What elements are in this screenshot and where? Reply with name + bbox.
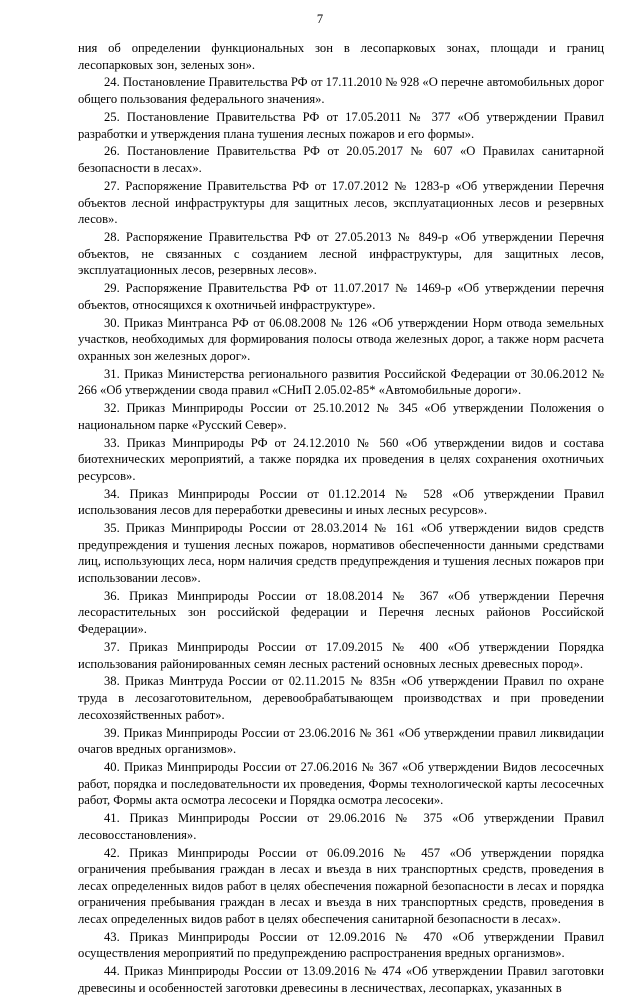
list-item: 29. Распоряжение Правительства РФ от 11.07.2017 № 1469-р «Об утверждении перечня объектов, относящихся к охотничьей инфраструктуре». — [78, 281, 604, 312]
list-item: 38. Приказ Минтруда России от 02.11.2015 № 835н «Об утверждении Правил по охране труда в лесозаготовительном, деревообрабатывающем производствах и при проведении лесохозяйственных работ». — [78, 674, 604, 722]
list-item: 44. Приказ Минприроды России от 13.09.2016 № 474 «Об утверждении Правил заготовки древесины и особенностей заготовки древесины в лесничествах, лесопарках, указанных в — [78, 964, 604, 995]
list-item: 31. Приказ Министерства регионального развития Российской Федерации от 30.06.2012 № 266 «Об утверждении свода правил «СНиП 2.05.02-85* «Автомобильные дороги». — [78, 366, 604, 398]
list-item: 26. Постановление Правительства РФ от 20.05.2017 № 607 «О Правилах санитарной безопасности в лесах». — [78, 144, 604, 176]
list-item: 25. Постановление Правительства РФ от 17.05.2011 № 377 «Об утверждении Правил разработки и утверждения плана тушения лесных пожаров и его формы». — [78, 109, 604, 141]
list-item: 28. Распоряжение Правительства РФ от 27.05.2013 № 849-р «Об утверждении Перечня объектов, не связанных с созданием лесной инфраструктуры, для защитных лесов, эксплуатационных лесов, резервных лесов». — [78, 230, 604, 278]
document-body — [78, 40, 604, 998]
list-item: 37. Приказ Минприроды России от 17.09.2015 № 400 «Об утверждении Порядка использования районированных семян лесных растений основных лесных древесных пород». — [78, 639, 604, 671]
list-item: 43. Приказ Минприроды России от 12.09.2016 № 470 «Об утверждении Правил осуществления мероприятий по предупреждению распространения вредных организмов». — [78, 929, 604, 961]
list-item: 42. Приказ Минприроды России от 06.09.2016 № 457 «Об утверждении порядка ограничения пребывания граждан в лесах и въезда в них транспортных средств, проведения в лесах определенных видов работ в целях обеспечения пожарной безопасности в лесах и порядка ограничения пребывания граждан в лесах и въезда в них транспортных средств, проведения в лесах определенных видов работ в целях обеспечения санитарной безопасности в лесах». — [78, 845, 604, 926]
list-item: 30. Приказ Минтранса РФ от 06.08.2008 № 126 «Об утверждении Норм отвода земельных участков, необходимых для формирования полосы отвода железных дорог, а также норм расчета охранных зон железных дорог». — [78, 315, 604, 363]
list-item: 24. Постановление Правительства РФ от 17.11.2010 № 928 «О перечне автомобильных дорог общего пользования федерального значения». — [78, 75, 604, 107]
list-item: 34. Приказ Минприроды России от 01.12.2014 № 528 «Об утверждении Правил использования лесов для переработки древесины и иных лесных ресурсов». — [78, 486, 604, 518]
paragraph-continuation: ния об определении функциональных зон в лесопарковых зонах, площади и границ лесопарковых зон, зеленых зон». — [78, 41, 604, 72]
list-item: 41. Приказ Минприроды России от 29.06.2016 № 375 «Об утверждении Правил лесовосстановления». — [78, 811, 604, 842]
list-item: 35. Приказ Минприроды России от 28.03.2014 № 161 «Об утверждении видов средств предупреждения и тушения лесных пожаров, нормативов обеспеченности данными средствами лиц, использующих леса, норм наличия средств предупреждения и тушения лесных пожаров при использовании лесов». — [78, 521, 604, 585]
page-number: 7 — [316, 12, 324, 26]
list-item: 36. Приказ Минприроды России от 18.08.2014 № 367 «Об утверждении Перечня лесорастительных зон российской федерации и Перечня лесных районов Российской Федерации». — [78, 588, 604, 637]
list-item: 40. Приказ Минприроды России от 27.06.2016 № 367 «Об утверждении Видов лесосечных работ, порядка и последовательности их проведения, Формы технологической карты лесосечных работ, Формы акта осмотра лесосеки и Порядка осмотра лесосеки». — [78, 759, 604, 808]
list-item: 39. Приказ Минприроды России от 23.06.2016 № 361 «Об утверждении правил ликвидации очагов вредных организмов». — [78, 725, 604, 757]
list-item: 32. Приказ Минприроды России от 25.10.2012 № 345 «Об утверждении Положения о национальном парке «Русский Север». — [78, 401, 604, 432]
list-item: 27. Распоряжение Правительства РФ от 17.07.2012 № 1283-р «Об утверждении Перечня объектов лесной инфраструктуры для защитных лесов, эксплуатационных лесов и резервных лесов». — [78, 178, 604, 227]
list-item: 33. Приказ Минприроды РФ от 24.12.2010 № 560 «Об утверждении видов и состава биотехнических мероприятий, а также порядка их проведения в целях сохранения охотничьих ресурсов». — [78, 435, 604, 483]
